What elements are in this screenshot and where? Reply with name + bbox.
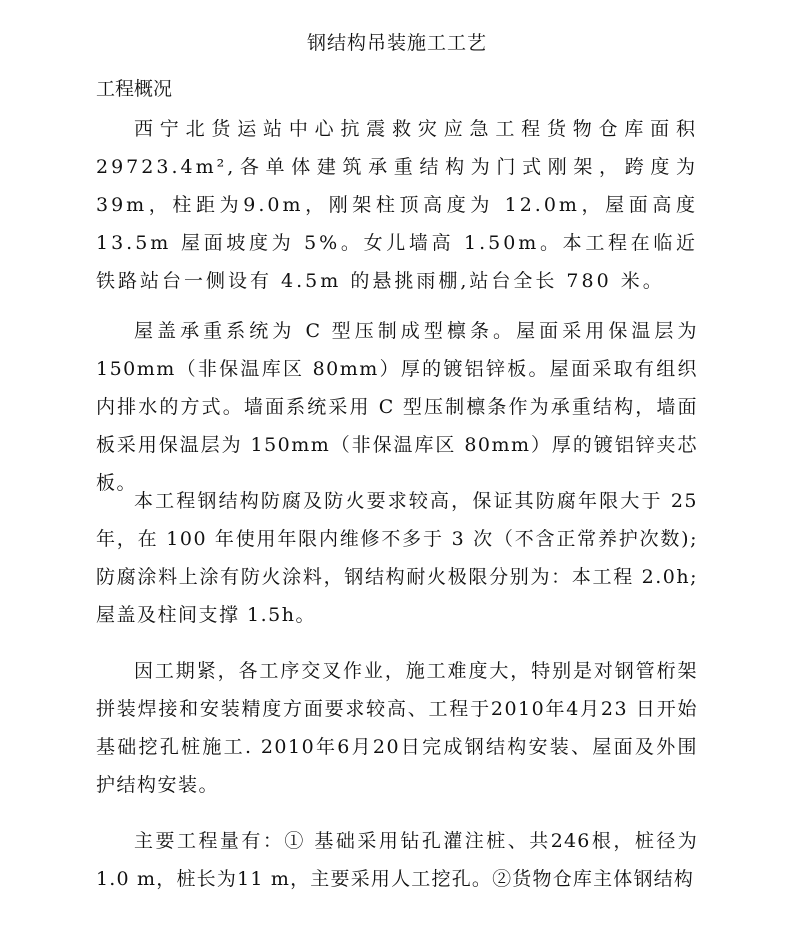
document-title: 钢结构吊装施工工艺	[306, 32, 487, 54]
section-heading: 工程概况	[96, 78, 173, 100]
paragraph-quantities: 主要工程量有：① 基础采用钻孔灌注桩、共246根，桩径为1.0 m，桩长为11 m，主要采用人工挖孔。②货物仓库主体钢结构	[96, 830, 698, 890]
paragraph-corrosion-fire: 本工程钢结构防腐及防火要求较高，保证其防腐年限大于 25年，在 100 年使用年限内维修不多于 3 次（不含正常养护次数);防腐涂料上涂有防火涂料，钢结构耐火极限分别为：本工程 2.0h;屋盖及柱间支撑 1.5h。	[96, 490, 698, 626]
paragraph-roof-system: 屋盖承重系统为 C 型压制成型檩条。屋面采用保温层为 150mm（非保温库区 80mm）厚的镀铝锌板。屋面采取有组织内排水的方式。墙面系统采用 C 型压制檩条作为承重结构，墙面板采用保温层为 150mm（非保温库区 80mm）厚的镀铝锌夹芯板。	[96, 320, 698, 494]
paragraph-schedule: 因工期紧，各工序交叉作业，施工难度大，特别是对钢管桁架拼装焊接和安装精度方面要求较高、工程于2010年4月23 日开始基础挖孔桩施工. 2010年6月20日完成钢结构安装、屋面及外围护结构安装。	[96, 660, 698, 796]
paragraph-project-overview: 西宁北货运站中心抗震救灾应急工程货物仓库面积29723.4m²,各单体建筑承重结构为门式刚架，跨度为 39m，柱距为9.0m，刚架柱顶高度为 12.0m，屋面高度 13.5m 屋面坡度为 5%。女儿墙高 1.50m。本工程在临近铁路站台一侧设有 4.5m 的悬挑雨棚,站台全长 780 米。	[96, 118, 698, 292]
